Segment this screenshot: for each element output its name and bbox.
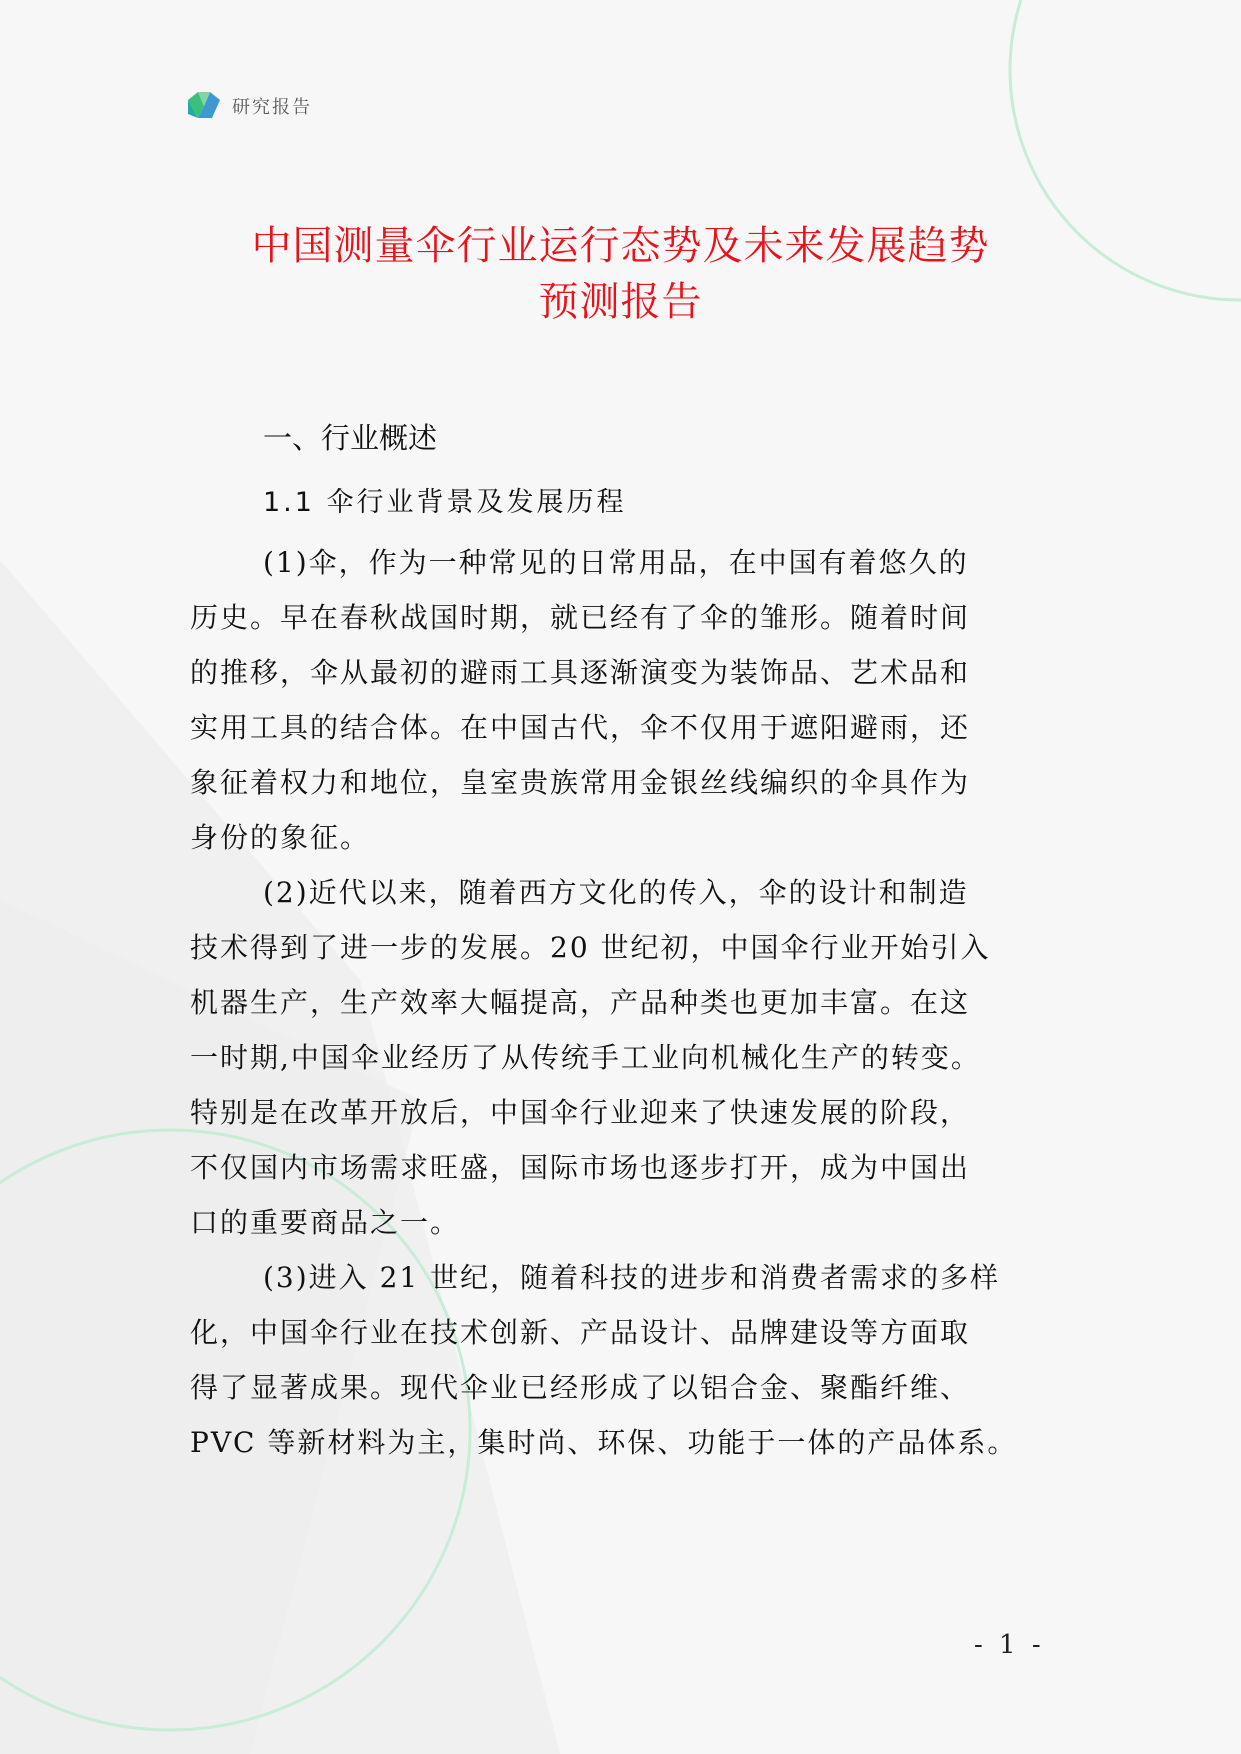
body-line: 不仅国内市场需求旺盛，国际市场也逐步打开，成为中国出	[190, 1151, 971, 1184]
title-line-1: 中国测量伞行业运行态势及未来发展趋势	[251, 223, 990, 269]
body-line: 化，中国伞行业在技术创新、产品设计、品牌建设等方面取	[190, 1316, 971, 1349]
document-header	[186, 88, 312, 124]
body-line: 的推移，伞从最初的避雨工具逐渐演变为装饰品、艺术品和	[190, 656, 971, 689]
section-subheading: 1.1 伞行业背景及发展历程	[263, 487, 627, 518]
title-line-2: 预测报告	[538, 279, 703, 325]
body-line: 实用工具的结合体。在中国古代，伞不仅用于遮阳避雨，还	[190, 711, 971, 744]
body-line: 历史。早在春秋战国时期，就已经有了伞的雏形。随着时间	[190, 601, 971, 634]
body-line: 机器生产，生产效率大幅提高，产品种类也更加丰富。在这	[190, 986, 971, 1019]
body-line: 身份的象征。	[190, 821, 371, 854]
body-line: 一时期,中国伞业经历了从传统手工业向机械化生产的转变。	[190, 1041, 981, 1074]
body-line: (1)伞，作为一种常见的日常用品，在中国有着悠久的	[263, 546, 969, 579]
body-line: 得了显著成果。现代伞业已经形成了以铝合金、聚酯纤维、	[190, 1371, 971, 1404]
body-line: 象征着权力和地位，皇室贵族常用金银丝线编织的伞具作为	[190, 766, 971, 799]
body-line: 口的重要商品之一。	[190, 1206, 461, 1239]
body-line: (2)近代以来，随着西方文化的传入，伞的设计和制造	[263, 876, 969, 909]
body-line: 技术得到了进一步的发展。20 世纪初，中国伞行业开始引入	[190, 931, 991, 964]
body-line: (3)进入 21 世纪，随着科技的进步和消费者需求的多样	[263, 1261, 1001, 1294]
body-line: 特别是在改革开放后，中国伞行业迎来了快速发展的阶段，	[190, 1096, 971, 1129]
document-title	[150, 218, 1091, 330]
page-number: - 1 -	[974, 1630, 1045, 1660]
body-line: PVC 等新材料为主，集时尚、环保、功能于一体的产品体系。	[190, 1426, 1018, 1459]
header-label: 研究报告	[232, 97, 312, 118]
brand-logo-icon	[186, 88, 222, 124]
section-heading: 一、行业概述	[263, 421, 438, 455]
